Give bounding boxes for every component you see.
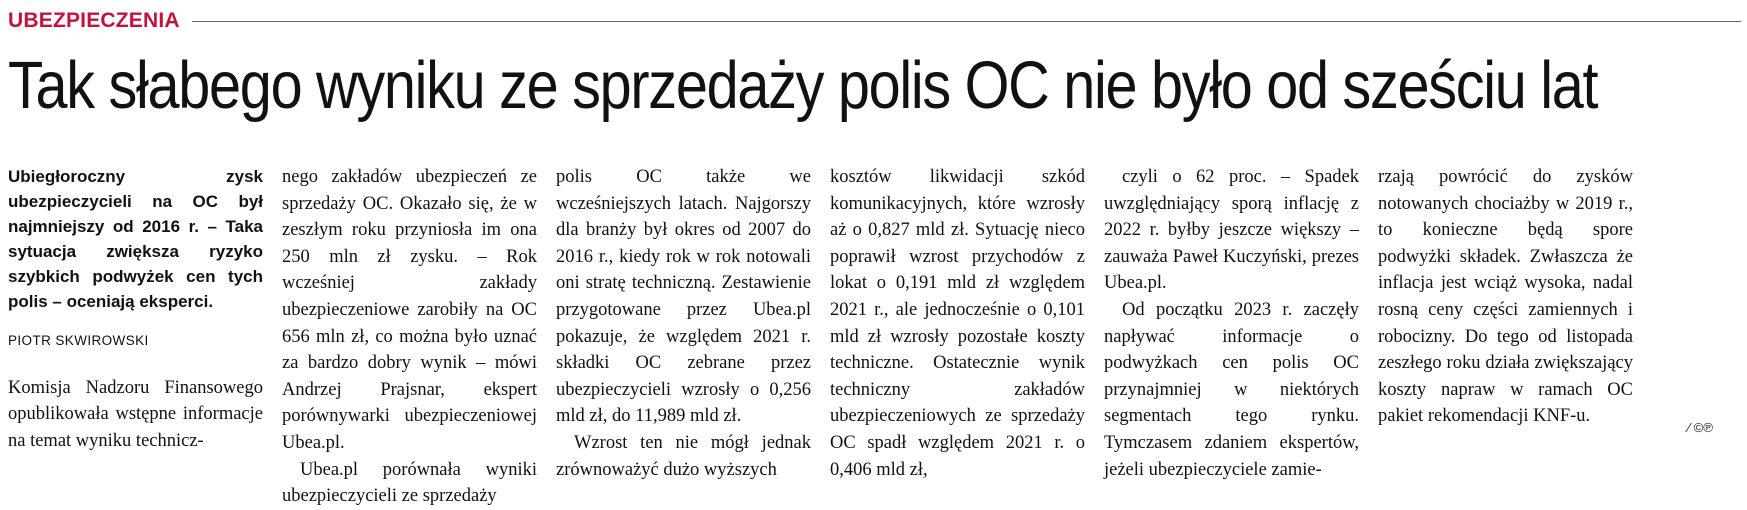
body-paragraph: polis OC także we wcześniejszych latach. Najgorszy dla branży był okres od 2007 do 2016 r., kiedy rok w rok notowali oni stratę techniczną. Zestawienie przygotowane przez Ubea.pl pokazuje, że względem 2021 r. składki OC zebrane przez ubezpieczycieli wzrosły o 0,256 mld zł, do 11,989 mld zł. [556, 167, 811, 427]
article-column-6 [1378, 164, 1633, 448]
copyright-mark: ⁄ ©℗ [1688, 420, 1713, 435]
body-paragraph: kosztów likwidacji szkód komunikacyjnych, które wzrosły aż o 0,827 mld zł. Sytuację nieco poprawił wzrost przychodów z lokat o 0,191 mld zł względem 2021 r., ale jednocześnie o 0,101 mld zł wzrosły pozostałe koszty techniczne. Ostatecznie wynik techniczny zakładów ubezpieczeniowych ze sprzedaży OC spadł względem 2021 r. o 0,406 mld zł, [830, 167, 1085, 480]
body-paragraph: Ubea.pl porównała wyniki ubezpieczycieli ze sprzedaży [282, 459, 537, 507]
body-paragraph: Komisja Nadzoru Finansowego opublikowała wstępne informacje na temat wyniku technicz- [8, 377, 263, 451]
article-column-3 [556, 164, 811, 480]
body-paragraph: rzają powrócić do zysków notowanych chociażby w 2019 r., to konieczne będą spore podwyżki składek. Zwłaszcza że inflacja jest wciąż wysoka, nadal rosną ceny części zamiennych i robocizny. Do tego od listopada zeszłego roku działa zwiększający koszty napraw w ramach OC pakiet rekomendacji KNF-u. [1378, 167, 1633, 427]
body-paragraph: Od początku 2023 r. zaczęły napływać informacje o podwyżkach cen polis OC przynajmniej w niektórych segmentach tego rynku. Tymczasem zdaniem ekspertów, jeżeli ubezpieczyciele zamie- [1104, 299, 1359, 480]
section-rubric: UBEZPIECZENIA [8, 9, 180, 32]
body-paragraph: nego zakładów ubezpieczeń ze sprzedaży OC. Okazało się, że w zeszłym roku przyniosła im ona 250 mln zł zysku. – Rok wcześniej zakłady ubezpieczeniowe zarobiły na OC 656 mln zł, co można było uznać za bardzo dobry wynik – mówi Andrzej Prajsnar, ekspert porównywarki ubezpieczeniowej Ubea.pl. [282, 167, 537, 453]
article-column-2 [282, 164, 537, 507]
article-byline: PIOTR SKWIROWSKI [8, 333, 149, 348]
article-column-1 [8, 164, 263, 451]
body-paragraph: czyli o 62 proc. – Spadek uwzględniający sporą inflację z 2022 r. byłby jeszcze większy – zauważa Paweł Kuczyński, prezes Ubea.pl. [1104, 167, 1359, 294]
article-column-5 [1104, 164, 1359, 480]
body-paragraph: Wzrost ten nie mógł jednak zrównoważyć dużo wyższych [556, 432, 811, 480]
article-headline: Tak słabego wyniku ze sprzedaży polis OC nie było od sześciu lat [8, 48, 1598, 123]
section-header [8, 6, 1741, 36]
article-column-4 [830, 164, 1085, 480]
section-divider [192, 21, 1741, 22]
article-lead: Ubiegłoroczny zysk ubezpieczycieli na OC był najmniejszy od 2016 r. – Taka sytuacja zwiększa ryzyko szybkich podwyżek cen tych polis – oceniają eksperci. [8, 167, 263, 311]
